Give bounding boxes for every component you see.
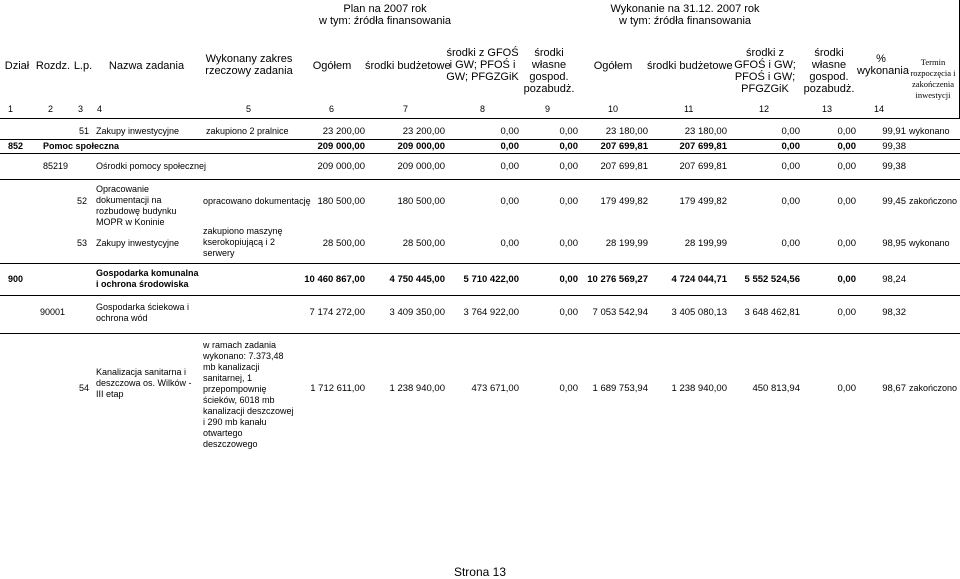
cell-nazwa: Opracowanie dokumentacji na rozbudowę budynku MOPR w Koninie (96, 184, 177, 227)
cell-v6: 207 699,81 (679, 161, 727, 172)
cell-v6: 1 238 940,00 (671, 383, 727, 394)
cell-v7: 5 552 524,56 (744, 274, 800, 285)
cell-v5: 10 276 569,27 (587, 274, 648, 285)
cell-v6: 23 180,00 (684, 126, 727, 137)
cell-v5: 23 180,00 (605, 126, 648, 137)
cell-dzial: 852 (8, 141, 24, 151)
colnum-13: 13 (822, 104, 833, 114)
row-rule (0, 333, 960, 334)
cell-v7: 0,00 (781, 238, 800, 249)
cell-v4: 0,00 (559, 307, 578, 318)
cell-lp: 51 (79, 126, 90, 136)
cell-termin: zakończono (909, 383, 958, 393)
col-nazwa: Nazwa zadania (108, 60, 185, 72)
cell-v7: 450 813,94 (752, 383, 800, 394)
cell-v7: 0,00 (781, 141, 800, 152)
cell-v6: 207 699,81 (679, 141, 727, 152)
cell-v2: 28 500,00 (402, 238, 445, 249)
col-budzetowe-exec: środki budżetowe (647, 60, 733, 72)
colnum-12: 12 (759, 104, 770, 114)
col-lp: L.p. (73, 60, 93, 72)
cell-v6: 179 499,82 (679, 196, 727, 207)
cell-termin: wykonano (909, 238, 950, 248)
cell-v8: 0,00 (837, 161, 856, 172)
cell-v8: 0,00 (837, 196, 856, 207)
colnum-7: 7 (403, 104, 409, 114)
cell-v1: 209 000,00 (317, 161, 365, 172)
colnum-2: 2 (48, 104, 54, 114)
cell-procent: 99,91 (882, 126, 906, 137)
cell-v8: 0,00 (837, 383, 856, 394)
col-termin: Termin rozpoczęcia i zakończenia inwestycji (910, 57, 956, 100)
cell-v1: 28 500,00 (322, 238, 365, 249)
cell-nazwa: Gospodarka komunalna i ochrona środowiska (96, 268, 199, 289)
col-gfos: środki z GFOŚ i GW; PFOŚ i GW; PFGZGiK (446, 47, 519, 83)
cell-nazwa: Zakupy inwestycyjne (96, 126, 180, 136)
colnum-4: 4 (97, 104, 103, 114)
cell-v5: 179 499,82 (600, 196, 648, 207)
cell-v1: 1 712 611,00 (310, 383, 365, 394)
cell-rozdz: 90001 (40, 307, 66, 317)
cell-v7: 0,00 (781, 126, 800, 137)
cell-procent: 99,38 (882, 141, 906, 152)
colnum-10: 10 (608, 104, 619, 114)
cell-v4: 0,00 (559, 238, 578, 249)
plan-subtitle: w tym: źródła finansowania (318, 15, 452, 27)
cell-v4: 0,00 (559, 161, 578, 172)
col-zakres: Wykonany zakres rzeczowy zadania (205, 53, 293, 77)
col-ogolem-exec: Ogółem (593, 60, 633, 72)
cell-v3: 0,00 (500, 161, 519, 172)
cell-v5: 207 699,81 (600, 161, 648, 172)
cell-v8: 0,00 (837, 307, 856, 318)
col-procent: % wykonania (857, 53, 909, 77)
cell-v2: 209 000,00 (397, 161, 445, 172)
cell-v6: 3 405 080,13 (671, 307, 727, 318)
row-rule (0, 295, 960, 296)
cell-v3: 5 710 422,00 (463, 274, 519, 285)
cell-v4: 0,00 (559, 274, 578, 285)
cell-v4: 0,00 (559, 196, 578, 207)
cell-v5: 207 699,81 (600, 141, 648, 152)
cell-zakres: opracowano dokumentację (203, 196, 311, 206)
colnum-1: 1 (8, 104, 14, 114)
cell-v5: 7 053 542,94 (592, 307, 648, 318)
exec-subtitle: w tym: źródła finansowania (618, 15, 752, 27)
col-rozdz: Rozdz. (35, 60, 71, 72)
col-ogolem: Ogółem (312, 60, 352, 72)
cell-procent: 98,32 (882, 307, 906, 318)
cell-v7: 3 648 462,81 (744, 307, 800, 318)
cell-zakres: zakupiono maszynę kserokopiującą i 2 serwery (203, 226, 283, 258)
cell-v3: 0,00 (500, 126, 519, 137)
header-rule (0, 118, 960, 119)
colnum-3: 3 (78, 104, 84, 114)
cell-v2: 3 409 350,00 (389, 307, 445, 318)
cell-v3: 0,00 (500, 141, 519, 152)
row-rule (0, 263, 960, 264)
cell-v1: 209 000,00 (317, 141, 365, 152)
cell-procent: 98,67 (882, 383, 906, 394)
cell-nazwa: Gospodarka ściekowa i ochrona wód (96, 302, 190, 323)
row-rule (0, 139, 960, 140)
cell-lp: 53 (77, 238, 88, 248)
cell-nazwa: Kanalizacja sanitarna i deszczowa os. Wilków - III etap (96, 367, 192, 399)
cell-termin: zakończono (909, 196, 958, 206)
page-number: Strona 13 (453, 565, 507, 579)
col-gfos-exec: środki z GFOŚ i GW; PFOŚ i GW; PFGZGiK (734, 47, 796, 95)
colnum-14: 14 (874, 104, 885, 114)
colnum-6: 6 (329, 104, 335, 114)
cell-v3: 3 764 922,00 (463, 307, 519, 318)
cell-v4: 0,00 (559, 126, 578, 137)
cell-v3: 473 671,00 (471, 383, 519, 394)
cell-v2: 23 200,00 (402, 126, 445, 137)
cell-v1: 23 200,00 (322, 126, 365, 137)
col-wlasne: środki własne gospod. pozabudż. (523, 47, 575, 95)
cell-dzial: 900 (8, 274, 24, 284)
cell-v4: 0,00 (559, 383, 578, 394)
cell-zakres: zakupiono 2 pralnice (206, 126, 289, 136)
cell-v8: 0,00 (837, 141, 856, 152)
col-wlasne-exec: środki własne gospod. pozabudż. (803, 47, 855, 95)
col-budzetowe: środki budżetowe (365, 60, 451, 72)
cell-nazwa: Pomoc społeczna (43, 141, 120, 151)
cell-procent: 98,24 (882, 274, 906, 285)
cell-v5: 1 689 753,94 (592, 383, 648, 394)
cell-procent: 99,45 (882, 196, 906, 207)
cell-v6: 28 199,99 (684, 238, 727, 249)
cell-nazwa: Ośrodki pomocy społecznej (96, 161, 207, 171)
cell-v8: 0,00 (837, 274, 856, 285)
cell-v7: 0,00 (781, 196, 800, 207)
cell-v2: 180 500,00 (397, 196, 445, 207)
cell-v1: 180 500,00 (317, 196, 365, 207)
colnum-5: 5 (246, 104, 252, 114)
cell-v8: 0,00 (837, 238, 856, 249)
cell-v4: 0,00 (559, 141, 578, 152)
cell-v5: 28 199,99 (605, 238, 648, 249)
cell-v1: 10 460 867,00 (304, 274, 365, 285)
colnum-9: 9 (545, 104, 551, 114)
cell-v7: 0,00 (781, 161, 800, 172)
cell-lp: 54 (79, 383, 90, 393)
plan-title: Plan na 2007 rok (343, 3, 427, 15)
cell-nazwa: Zakupy inwestycyjne (96, 238, 180, 248)
cell-v8: 0,00 (837, 126, 856, 137)
row-rule (0, 153, 960, 154)
col-dzial: Dział (4, 60, 30, 72)
cell-procent: 99,38 (882, 161, 906, 172)
cell-v3: 0,00 (500, 238, 519, 249)
cell-v1: 7 174 272,00 (309, 307, 365, 318)
cell-procent: 98,95 (882, 238, 906, 249)
colnum-8: 8 (480, 104, 486, 114)
cell-rozdz: 85219 (43, 161, 69, 171)
cell-termin: wykonano (909, 126, 950, 136)
cell-v2: 4 750 445,00 (389, 274, 445, 285)
exec-title: Wykonanie na 31.12. 2007 rok (610, 3, 760, 15)
cell-v2: 1 238 940,00 (389, 383, 445, 394)
colnum-11: 11 (684, 104, 694, 114)
cell-v2: 209 000,00 (397, 141, 445, 152)
row-rule (0, 179, 960, 180)
cell-v6: 4 724 044,71 (671, 274, 727, 285)
cell-v3: 0,00 (500, 196, 519, 207)
cell-lp: 52 (77, 196, 88, 206)
cell-zakres: w ramach zadania wykonano: 7.373,48 mb kanalizacji sanitarnej, 1 przepompownię ścieków, 6018 mb kanalizacji deszczowej i 290 mb kanału otwartego deszczowego (203, 340, 294, 449)
